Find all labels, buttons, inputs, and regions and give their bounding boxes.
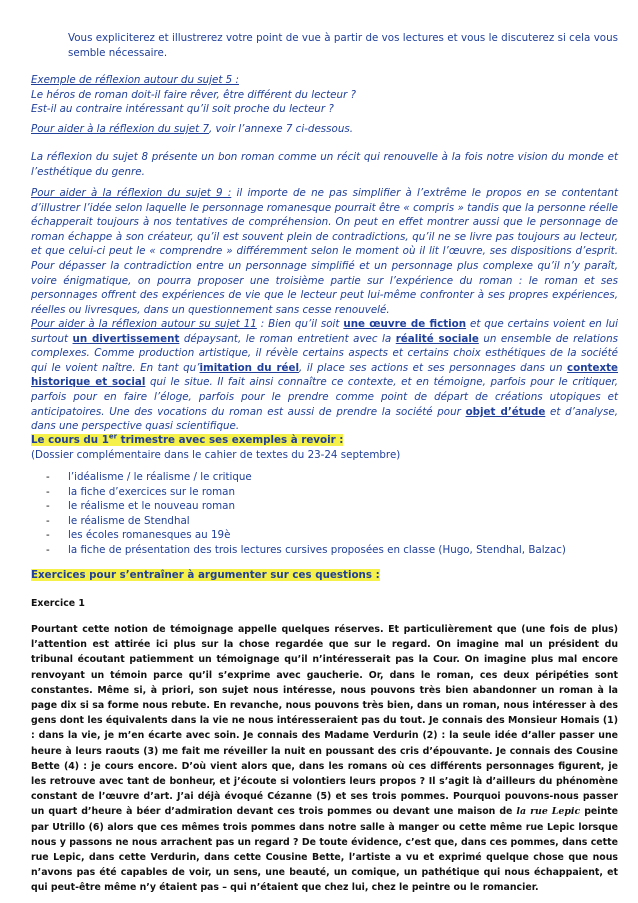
sujet5-heading: Exemple de réflexion autour du sujet 5 : bbox=[31, 74, 239, 86]
sujet7-link[interactable]: Pour aider à la réflexion du sujet 7 bbox=[31, 123, 210, 135]
sujet11-text-1: : Bien qu’il soit bbox=[256, 318, 344, 330]
sujet11-text-3: dépaysant, le roman entretient avec la bbox=[179, 332, 396, 345]
exercice1-text-1: Pourtant cette notion de témoignage appelle quelques réserves. Et particulièrement que (une fois de plus) l’attention est attirée ici plus sur la chose regardée que sur le regard. On imagine mal un président du tribunal écoutant patiemment un témoignage qu’il n’intéresserait pas la Cour. On imagine plus mal encore renvoyant un témoin parce qu’il s’exprime avec gaucherie. Or, dans le roman, ces deux péripéties sont constantes. Même si, à priori, son sujet nous intéresse, nous pouvons très bien abandonner un roman à la page dix si sa forme nous rebute. En revanche, nous pouvons très bien, dans un roman, nous intéresser à des gens dont les équivalents dans la vie ne nous intéresseraient pas du tout. Je connais des Monsieur Homais (1) : dans la vie, je m’en écarte avec soin. Je connais des Madame Verdurin (2) : la seule idée d’aller passer une heure à leurs raouts (3) me fait me réveiller la nuit en poussant des cris d’épouvante. Je connais des Cousine Bette (4) : je cours encore. D’où vient alors que, dans les romans où ces différents personnages figurent, je les retrouve avec tant de bonheur, et j’écoute si volontiers leurs propos ? Il s’agit là d’ailleurs du phénomène constant de l’œuvre d’art. J’ai déjà évoqué Cézanne (5) et ses trois pommes. Pourquoi pouvons-nous passer un quart d’heure à béer d’admiration devant ces trois pommes ou devant une maison de bbox=[31, 624, 618, 818]
list-item: - le réalisme de Stendhal bbox=[46, 514, 190, 527]
sujet11-key-objet: objet d’étude bbox=[465, 405, 546, 418]
exercice1-title: Exercice 1 bbox=[31, 598, 85, 609]
exercice1-rue-lepic: la rue Lepic bbox=[516, 806, 581, 818]
list-item: - le réalisme et le nouveau roman bbox=[46, 500, 236, 513]
intro-paragraph: Vous expliciterez et illustrerez votre point de vue à partir de vos lectures et vous le discuterez si cela vous semble nécessaire. bbox=[68, 32, 618, 59]
sujet11-key-imitation: imitation du réel bbox=[199, 361, 300, 374]
sujet11-paragraph bbox=[31, 317, 618, 434]
sujet11-link[interactable]: Pour aider à la réflexion autour su sujet 11 bbox=[31, 318, 257, 330]
cours-heading bbox=[31, 433, 618, 448]
sujet11-key-contexte: contexte historique et social bbox=[31, 361, 619, 389]
sujet11-key-fiction: une œuvre de fiction bbox=[343, 318, 467, 330]
sujet9-text: il importe de ne pas simplifier à l’extrême le propos en se contentant d’illustrer l’idée selon laquelle le personnage romanesque pourrait être « compris » tandis que la personne réelle échapperait toujours à nos tentatives de compréhension. On peut en effet montrer aussi que le personnage de roman échappe à son créateur, qu’il est souvent plein de contradictions, qu’il ne se livre pas toujours au lecteur, et que celui-ci peut le « comprendre » différemment selon le moment où il lit l’œuvre, ses dispositions d’esprit. Pour dépasser la contradiction entre un personnage simplifié et un personnage plus complexe qu’il n’y paraît, voire énigmatique, on pourra proposer une troisième partie sur l’expérience du roman : le roman et ses personnages offrent des expériences de vie que le lecteur peut lui-même confronter à ses propres expériences, réelles ou livresques, dans un questionnement sans cesse renouvelé. bbox=[31, 187, 618, 316]
sujet8-paragraph: La réflexion du sujet 8 présente un bon roman comme un récit qui renouvelle à la fois notre vision du monde et l’esthétique du genre. bbox=[31, 151, 618, 178]
sujet9-link[interactable]: Pour aider à la réflexion du sujet 9 : bbox=[31, 187, 232, 199]
list-item: - la fiche d’exercices sur le roman bbox=[46, 485, 236, 498]
sujet11-text-2: et que certains voient en lui surtout bbox=[31, 318, 618, 345]
sujet7-text: , voir l’annexe 7 ci-dessous. bbox=[209, 123, 353, 135]
cours-list bbox=[46, 470, 618, 558]
list-item: - les écoles romanesques au 19è bbox=[46, 529, 231, 542]
sujet5-question-2: Est-il au contraire intéressant qu’il soit proche du lecteur ? bbox=[31, 103, 334, 116]
sujet11-text-4: un ensemble de relations complexes. Comme production artistique, il révèle certains aspects et certains choix esthétiques de la société qui le voient naître. En tant qu’ bbox=[31, 332, 618, 374]
exercice1-text-2: peinte par Utrillo (6) alors que ces mêmes trois pommes dans notre salle à manger ou cette même rue Lepic lorsque nous y passons ne nous arrachent pas un regard ? De toute évidence, c’est que, dans ces pommes, dans cette rue Lepic, dans cette Verdurin, dans cette Cousine Bette, l’artiste a vu et exprimé quelque chose que nous n’avons pas été capables de voir, un sens, une beauté, un comique, un pathétique qui nous échappaient, et qui peut-être même n’y étaient pas – qui n’étaient que chez lui, chez le peintre ou le romancier. bbox=[31, 806, 618, 894]
sujet9-paragraph bbox=[31, 186, 618, 317]
cours-note: (Dossier complémentaire dans le cahier de textes du 23-24 septembre) bbox=[31, 449, 401, 461]
list-item: - l’idéalisme / le réalisme / le critique bbox=[46, 471, 252, 483]
sujet11-text-7: et d’analyse, dans une perspective quasi scientifique. bbox=[31, 405, 618, 433]
exercices-heading-highlight: Exercices pour s’entraîner à argumenter sur ces questions : bbox=[31, 569, 380, 581]
sujet11-text-5: , il place ses actions et ses personnages dans un bbox=[299, 361, 568, 374]
list-item: - la fiche de présentation des trois lectures cursives proposées en classe (Hugo, Stendhal, Balzac) bbox=[46, 543, 566, 556]
cours-heading-highlight: Le cours du 1er trimestre avec ses exemples à revoir : bbox=[31, 432, 344, 446]
sujet5-question-1: Le héros de roman doit-il faire rêver, être différent du lecteur ? bbox=[31, 88, 356, 101]
sujet5-block bbox=[31, 73, 618, 117]
exercices-heading bbox=[31, 568, 618, 583]
sujet11-text-6: qui le situe. Il fait ainsi connaître ce contexte, et en témoigne, parfois pour le critiquer, parfois pour en faire l’éloge, parfois pour le prendre comme point de départ de créations utopiques et anticipatoires. Une des vocations du roman est aussi de prendre la société pour bbox=[31, 376, 618, 418]
sujet11-key-realite: réalité sociale bbox=[395, 332, 479, 345]
sujet11-key-divertissement: un divertissement bbox=[72, 332, 180, 345]
exercice1-paragraph bbox=[31, 622, 618, 896]
sujet7-paragraph bbox=[31, 122, 618, 137]
